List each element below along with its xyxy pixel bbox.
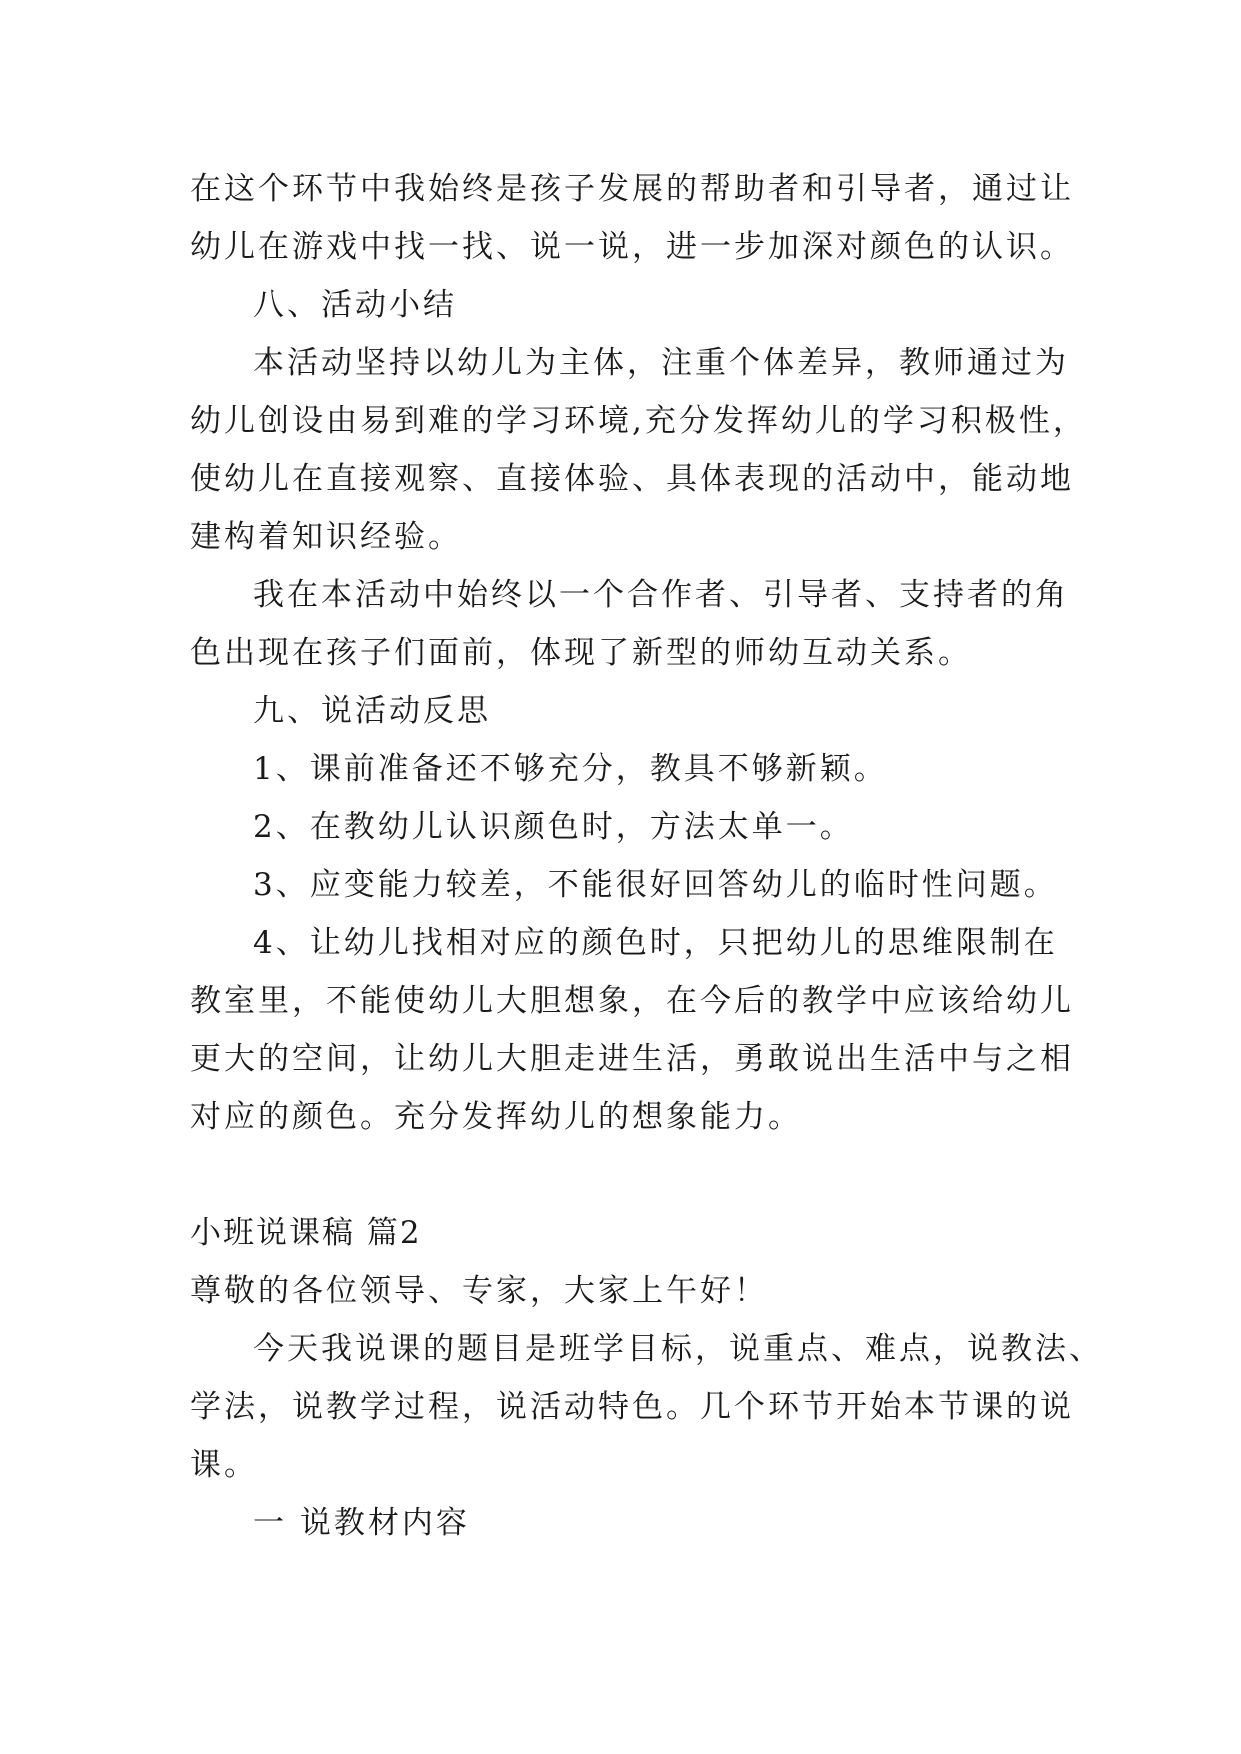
paragraph-line: 建构着知识经验。 [190,519,462,555]
list-item: 2、在教幼儿认识颜色时，方法太单一。 [253,809,854,845]
paragraph-line: 使幼儿在直接观察、直接体验、具体表现的活动中，能动地 [190,461,1074,497]
paragraph-line: 对应的颜色。充分发挥幼儿的想象能力。 [190,1099,802,1135]
section-heading: 九、说活动反思 [253,693,491,729]
paragraph-line: 更大的空间，让幼儿大胆走进生活，勇敢说出生活中与之相 [190,1041,1074,1077]
paragraph-gap [190,1146,1070,1204]
paragraph-line: 本活动坚持以幼儿为主体，注重个体差异，教师通过为 [253,345,1069,381]
paragraph-line: 教室里，不能使幼儿大胆想象，在今后的教学中应该给幼儿 [190,983,1074,1019]
paragraph-line: 幼儿在游戏中找一找、说一说，进一步加深对颜色的认识。 [190,229,1074,265]
article-title: 小班说课稿 篇2 [190,1215,422,1251]
section-heading: 一 说教材内容 [253,1505,470,1541]
paragraph-line: 我在本活动中始终以一个合作者、引导者、支持者的角 [253,577,1069,613]
paragraph-line: 幼儿创设由易到难的学习环境,充分发挥幼儿的学习积极性， [190,403,1087,439]
list-item: 1、课前准备还不够充分，教具不够新颖。 [253,751,888,787]
document-body [190,160,1103,1552]
list-item: 3、应变能力较差，不能很好回答幼儿的临时性问题。 [253,867,1058,903]
section-heading: 八、活动小结 [253,287,457,323]
paragraph-line: 色出现在孩子们面前，体现了新型的师幼互动关系。 [190,635,972,671]
paragraph-line: 在这个环节中我始终是孩子发展的帮助者和引导者，通过让 [190,171,1074,207]
paragraph-line: 学法，说教学过程，说活动特色。几个环节开始本节课的说 [190,1389,1074,1425]
paragraph-line: 课。 [190,1447,258,1483]
list-item: 4、让幼儿找相对应的颜色时，只把幼儿的思维限制在 [253,925,1058,961]
greeting-line: 尊敬的各位领导、专家，大家上午好！ [190,1273,768,1309]
paragraph-line: 今天我说课的题目是班学目标，说重点、难点，说教法、 [253,1331,1103,1367]
